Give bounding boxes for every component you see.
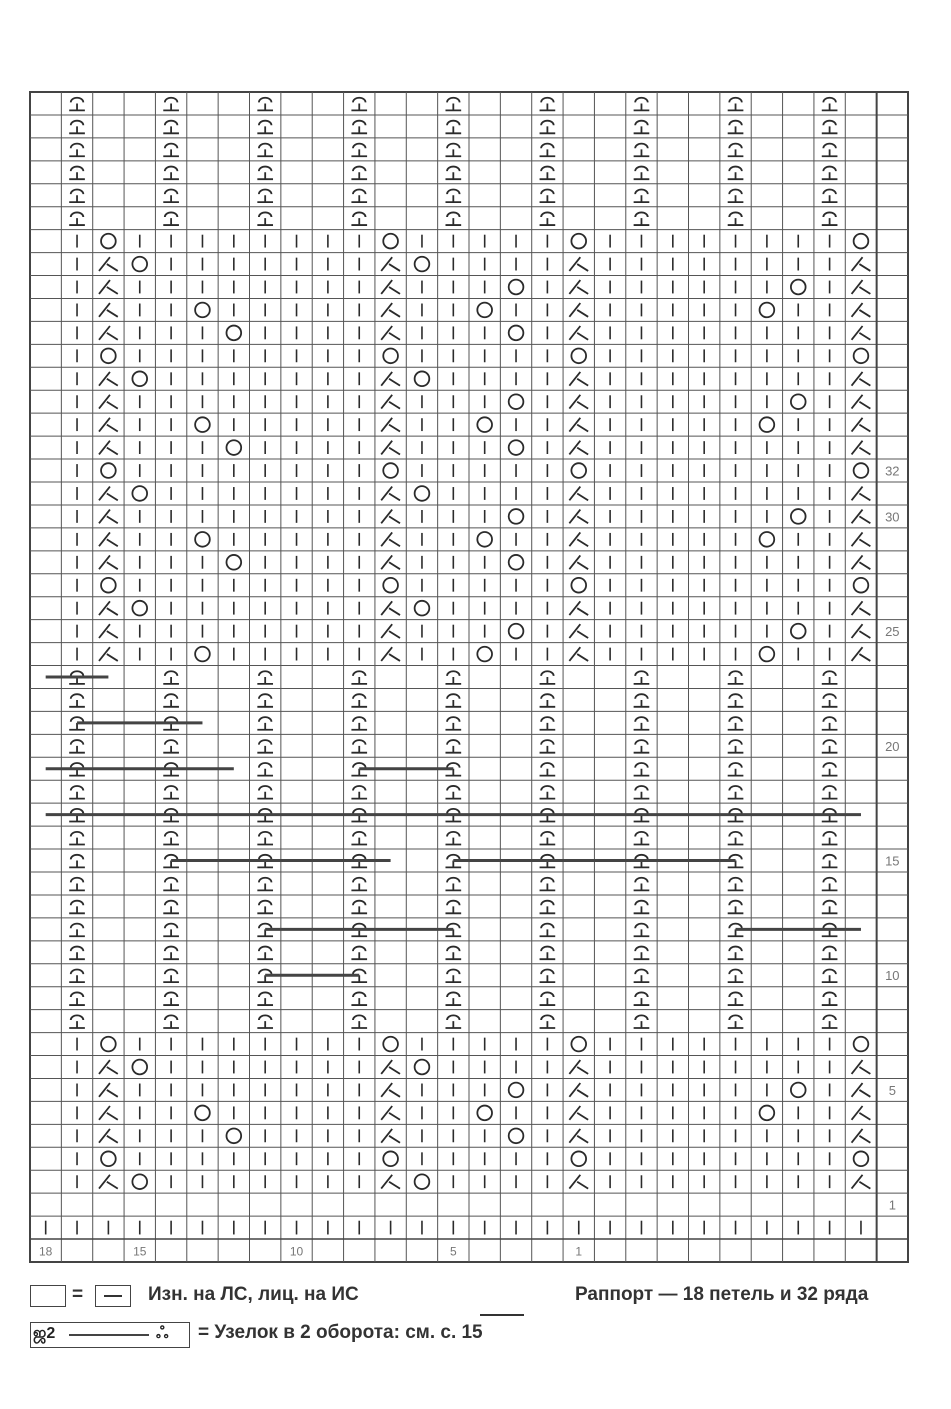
rapport-text: Раппорт — 18 петель и 32 ряда [575, 1284, 869, 1305]
row-number-label: 32 [885, 463, 900, 479]
legend-purl-description: Изн. на ЛС, лиц. на ИС [148, 1284, 359, 1305]
stitch-number-label: 15 [133, 1244, 147, 1259]
legend-equals-sign: = [72, 1284, 84, 1305]
stitch-number-label: 18 [38, 1244, 53, 1259]
row-number-label: 10 [885, 968, 900, 984]
row-number-label: 1 [888, 1197, 896, 1213]
row-number-label: 30 [885, 509, 900, 525]
knot-left-symbol: ஜ2 [33, 1325, 56, 1342]
row-number-label: 5 [888, 1082, 896, 1098]
knot-right-symbol: ஃ [156, 1325, 169, 1342]
legend-knot-description: = Узелок в 2 оборота: см. с. 15 [198, 1322, 483, 1343]
legend-knot-symbol [30, 1322, 190, 1348]
row-number-label: 20 [885, 738, 900, 754]
row-number-label: 15 [885, 853, 900, 869]
knot-connector-line [69, 1334, 149, 1336]
legend-dash-cell-symbol [95, 1285, 131, 1307]
stitch-number-label: 5 [449, 1244, 457, 1259]
overline-mark [480, 1314, 524, 1316]
dash-mark-icon [104, 1295, 122, 1297]
stitch-number-label: 10 [289, 1244, 304, 1259]
legend-empty-cell-symbol [30, 1285, 66, 1307]
stitch-number-label: 1 [575, 1244, 583, 1259]
row-number-label: 25 [885, 624, 900, 640]
